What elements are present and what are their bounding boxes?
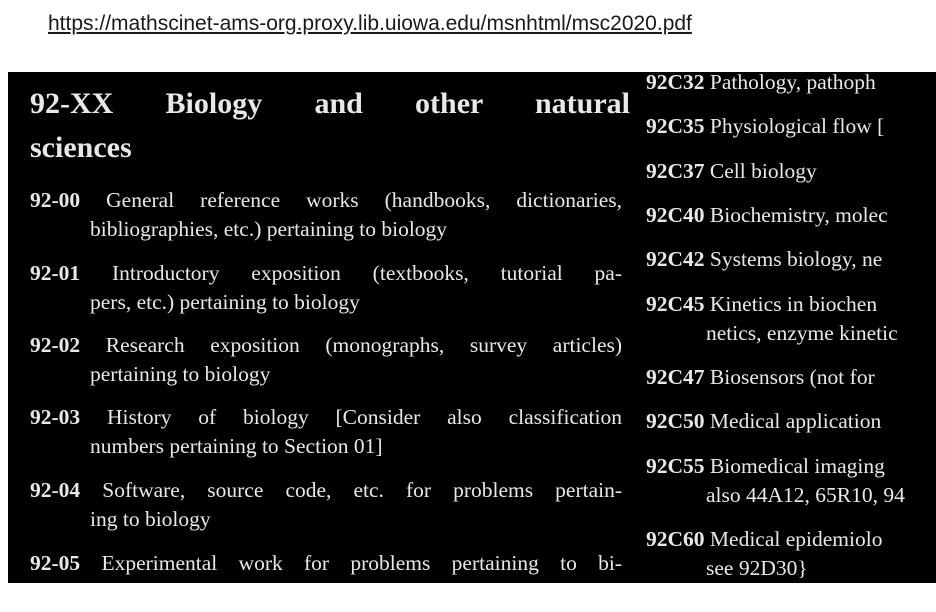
entry-text: Experimental work for problems pertaining to bi-: [101, 551, 622, 575]
entry-code: 92C42: [646, 247, 705, 271]
entry-code: 92C50: [646, 409, 705, 433]
entry-text: Medical epidemiolo: [709, 527, 883, 551]
entry-text: Kinetics in biochen: [709, 292, 878, 316]
classification-entry: [646, 112, 884, 141]
entry-text: Cell biology: [709, 159, 817, 183]
entry-code: 92C60: [646, 527, 705, 551]
entry-text: General reference works (handbooks, dictionaries,: [106, 188, 622, 212]
entry-code: 92-02: [30, 333, 81, 357]
entry-text-continued: ing to biology: [90, 507, 211, 531]
entry-text-continued: bibliographies, etc.) pertaining to biology: [90, 217, 448, 241]
section-title-line1: Biology and other natural: [165, 87, 631, 120]
entry-code: 92C55: [646, 454, 705, 478]
entry-text: Biochemistry, molec: [709, 203, 888, 227]
document-page: [8, 72, 936, 583]
entry-code: 92C45: [646, 292, 705, 316]
classification-entry: [646, 363, 875, 392]
entry-text: Biomedical imaging: [709, 454, 885, 478]
entry-code: 92C40: [646, 203, 705, 227]
entry-code: 92C35: [646, 114, 705, 138]
entry-text: History of biology [Consider also classification: [106, 405, 622, 429]
section-code: 92-XX: [30, 87, 114, 120]
entry-text: Software, source code, etc. for problems pertain-: [102, 478, 622, 502]
entry-code: 92-00: [30, 188, 81, 212]
entry-text: Physiological flow [: [709, 114, 885, 138]
section-heading: [30, 82, 630, 170]
classification-entry: [646, 245, 882, 274]
classification-entry: [646, 452, 905, 510]
entry-text: Medical application: [709, 409, 882, 433]
entry-code: 92C37: [646, 159, 705, 183]
classification-entry: [646, 157, 817, 186]
classification-entry: [30, 476, 622, 534]
entry-text-continued: pers, etc.) pertaining to biology: [90, 290, 360, 314]
entry-text-continued: see 92D30}: [706, 556, 808, 580]
classification-entry: [646, 525, 882, 583]
classification-entry: [646, 201, 888, 230]
classification-entry: [646, 407, 881, 436]
entry-code: 92-04: [30, 478, 81, 502]
classification-entry: [30, 259, 622, 317]
document-url[interactable]: https://mathscinet-ams-org.proxy.lib.uiowa.edu/msnhtml/msc2020.pdf: [48, 12, 692, 35]
entry-text-continued: also 44A12, 65R10, 94: [706, 483, 905, 507]
classification-entry: [646, 290, 898, 348]
classification-entry: [30, 403, 622, 461]
entry-text: Systems biology, ne: [709, 247, 883, 271]
entry-code: 92-03: [30, 405, 81, 429]
entry-text: Biosensors (not for: [709, 365, 875, 389]
entry-code: 92-05: [30, 551, 81, 575]
entry-text: Pathology, pathoph: [709, 72, 876, 94]
entry-text-continued: netics, enzyme kinetic: [706, 321, 898, 345]
classification-entry: [646, 72, 876, 97]
entry-code: 92-01: [30, 261, 81, 285]
section-title-line2: sciences: [30, 131, 132, 164]
entry-code: 92C47: [646, 365, 705, 389]
classification-entry: [30, 186, 622, 244]
entry-text: Introductory exposition (textbooks, tutorial pa-: [112, 261, 623, 285]
entry-text: Research exposition (monographs, survey articles): [105, 333, 623, 357]
classification-entry: [30, 549, 622, 578]
entry-text-continued: numbers pertaining to Section 01]: [90, 434, 383, 458]
classification-entry: [30, 331, 622, 389]
entry-code: 92C32: [646, 72, 705, 94]
entry-text-continued: pertaining to biology: [90, 362, 271, 386]
